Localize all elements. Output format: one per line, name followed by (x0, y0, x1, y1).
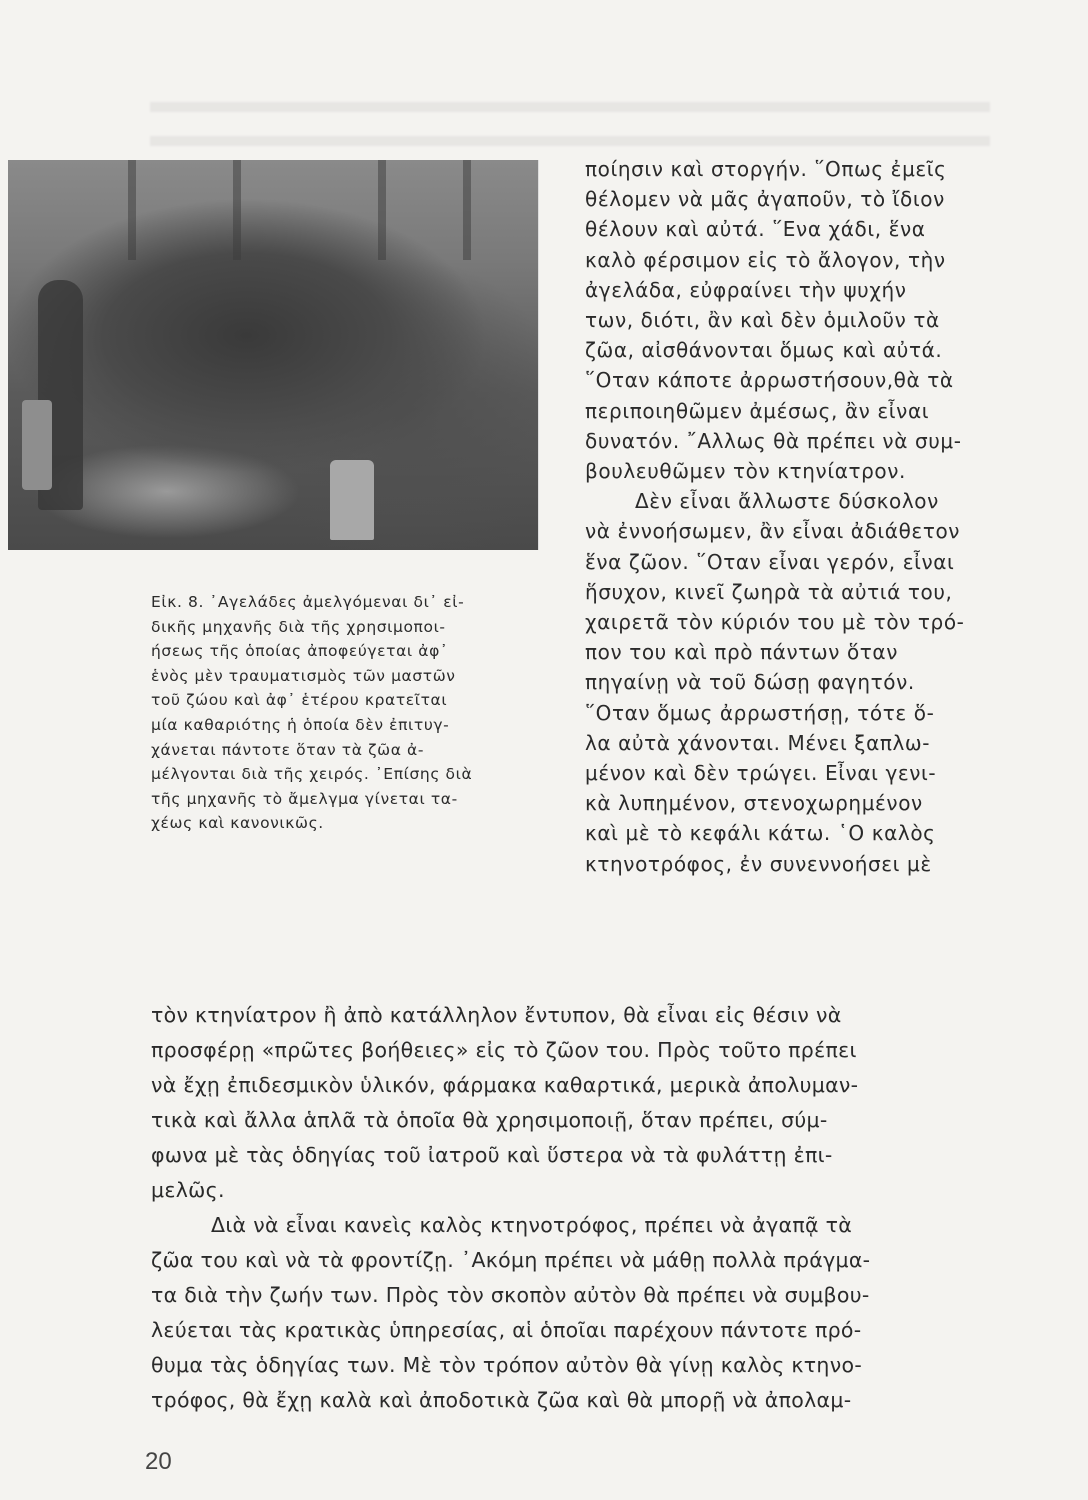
text-line: ἀγελάδα, εὐφραίνει τὴν ψυχήν (585, 277, 907, 302)
caption-line: μία καθαριότης ἡ ὁποία δὲν ἐπιτυγ- (151, 715, 450, 734)
text-line: τρόφος, θὰ ἔχῃ καλὰ καὶ ἀποδοτικὰ ζῶα καὶ θὰ μπορῇ νὰ ἀπολαμ- (151, 1388, 852, 1412)
text-line: ῞Οταν κάποτε ἀρρωστήσουν,θὰ τὰ (585, 368, 954, 393)
text-line: κὰ λυπημένον, στενοχωρημένον (585, 791, 923, 816)
text-line: περιποιηθῶμεν ἀμέσως, ἂν εἶναι (585, 398, 930, 423)
stall-post (378, 160, 386, 260)
figure-photo (8, 160, 539, 550)
text-line: θέλομεν νὰ μᾶς ἀγαποῦν, τὸ ἴδιον (585, 187, 945, 212)
text-line: τα διὰ τὴν ζωήν των. Πρὸς τὸν σκοπὸν αὐτὸν θὰ πρέπει νὰ συμβου- (151, 1283, 870, 1307)
text-line: νὰ ἔχῃ ἐπιδεσμικὸν ὑλικόν, φάρμακα καθαρτικά, μερικὰ ἀπολυμαν- (151, 1073, 859, 1097)
text-line: ζῶα, αἰσθάνονται ὅμως καὶ αὐτά. (585, 338, 943, 363)
text-line: ζῶα του καὶ νὰ τὰ φροντίζῃ. ᾿Ακόμη πρέπει νὰ μάθῃ πολλὰ πράγμα- (151, 1248, 871, 1272)
text-line: μελῶς. (151, 1178, 225, 1202)
text-line: νὰ ἐννοήσωμεν, ἂν εἶναι ἀδιάθετον (585, 519, 961, 544)
stall-post (233, 160, 241, 260)
text-line: Διὰ νὰ εἶναι κανεὶς καλὸς κτηνοτρόφος, πρέπει νὰ ἀγαπᾷ τὰ (211, 1213, 853, 1237)
caption-line: τοῦ ζώου καὶ ἀφ᾿ ἑτέρου κρατεῖται (151, 691, 448, 710)
text-line: θέλουν καὶ αὐτά. ῞Ενα χάδι, ἕνα (585, 217, 926, 242)
text-line: ἥσυχον, κινεῖ ζωηρὰ τὰ αὐτιά του, (585, 579, 953, 604)
text-line: βουλευθῶμεν τὸν κτηνίατρον. (585, 459, 906, 484)
text-line: δυνατόν. ῎Αλλως θὰ πρέπει νὰ συμ- (585, 428, 962, 453)
text-line: μένον καὶ δὲν τρώγει. Εἶναι γενι- (585, 761, 937, 786)
text-line: Δὲν εἶναι ἄλλωστε δύσκολον (635, 489, 939, 514)
text-line: ποίησιν καὶ στοργήν. ῞Οπως ἐμεῖς (585, 157, 947, 181)
text-line: πηγαίνῃ νὰ τοῦ δώσῃ φαγητόν. (585, 670, 915, 695)
text-line: τικὰ καὶ ἄλλα ἁπλᾶ τὰ ὁποῖα θὰ χρησιμοποιῇ, ὅταν πρέπει, σύμ- (151, 1108, 828, 1132)
bleed-through-text (150, 90, 990, 150)
text-line: ῞Οταν ὅμως ἀρρωστήσῃ, τότε ὅ- (585, 700, 935, 725)
text-line: χαιρετᾶ τὸν κύριόν του μὲ τὸν τρό- (585, 610, 965, 635)
caption-line: τῆς μηχανῆς τὸ ἄμελγμα γίνεται τα- (151, 789, 458, 808)
caption-line: ήσεως τῆς ὁποίας ἀποφεύγεται ἀφ᾿ (151, 642, 449, 661)
milk-can (22, 400, 52, 490)
text-line: ἕνα ζῶον. ῞Οταν εἶναι γερόν, εἶναι (585, 549, 955, 574)
caption-line: Εἰκ. 8. ᾿Αγελάδες ἀμελγόμεναι δι᾿ εἰ- (151, 593, 465, 611)
text-line: τὸν κτηνίατρον ἢ ἀπὸ κατάλληλον ἔντυπον, θὰ εἶναι εἰς θέσιν νὰ (151, 1003, 842, 1027)
caption-line: ἑνὸς μὲν τραυματισμὸς τῶν μαστῶν (151, 666, 456, 685)
milking-machine-can (330, 460, 374, 540)
text-line: λα αὐτὰ χάνονται. Μένει ξαπλω- (585, 730, 931, 755)
stall-post (463, 160, 471, 260)
full-width-text (151, 998, 991, 1418)
text-line: καὶ μὲ τὸ κεφάλι κάτω. ῾Ο καλὸς (585, 821, 936, 846)
text-line: των, διότι, ἂν καὶ δὲν ὁμιλοῦν τὰ (585, 308, 940, 333)
text-line: λεύεται τὰς κρατικὰς ὑπηρεσίας, αἱ ὁποῖαι παρέχουν πάντοτε πρό- (151, 1318, 862, 1342)
caption-line: δικῆς μηχανῆς διὰ τῆς χρησιμοποι- (151, 617, 446, 636)
text-line: θυμα τὰς ὁδηγίας των. Μὲ τὸν τρόπον αὐτὸν θὰ γίνῃ καλὸς κτηνο- (151, 1353, 863, 1377)
text-line: φωνα μὲ τὰς ὁδηγίας τοῦ ἰατροῦ καὶ ὕστερα νὰ τὰ φυλάττῃ ἐπι- (151, 1143, 833, 1167)
text-line: προσφέρῃ «πρῶτες βοήθειες» εἰς τὸ ζῶον του. Πρὸς τοῦτο πρέπει (151, 1038, 857, 1062)
text-line: καλὸ φέρσιμον εἰς τὸ ἄλογον, τὴν (585, 247, 946, 272)
text-line: πον του καὶ πρὸ πάντων ὅταν (585, 640, 898, 665)
caption-line: χάνεται πάντοτε ὅταν τὰ ζῶα ἀ- (151, 740, 425, 759)
stall-post (128, 160, 136, 260)
right-column-text (585, 154, 1005, 879)
figure-caption (151, 590, 546, 836)
text-line: κτηνοτρόφος, ἐν συνεννοήσει μὲ (585, 851, 932, 876)
caption-line: μέλγονται διὰ τῆς χειρός. ᾿Επίσης διὰ (151, 765, 473, 784)
page-number: 20 (145, 1448, 172, 1475)
caption-line: χέως καὶ κανονικῶς. (151, 814, 324, 833)
